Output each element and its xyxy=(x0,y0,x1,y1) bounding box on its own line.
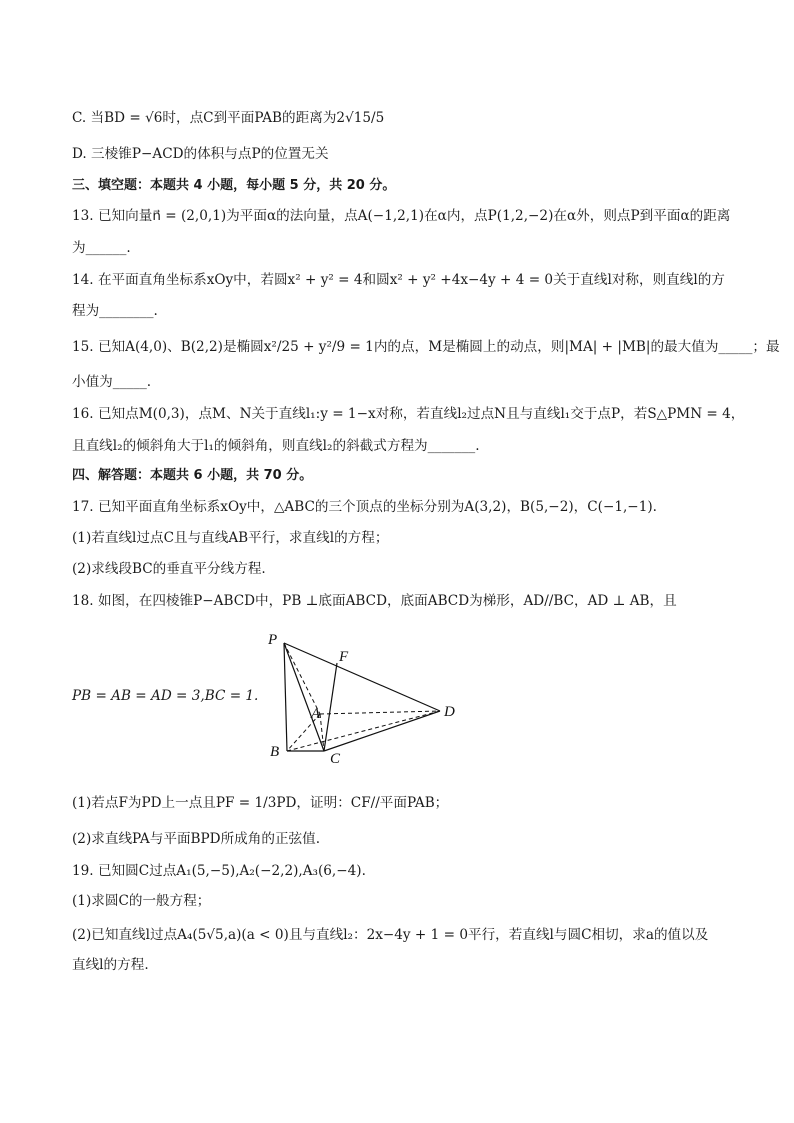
q18-stem: 18. 如图，在四棱锥P−ABCD中，PB ⊥底面ABCD，底面ABCD为梯形，AD//BC，AD ⊥ AB，且 xyxy=(72,593,677,609)
q13-line1: 13. 已知向量n⃗ = (2,0,1)为平面α的法向量，点A(−1,2,1)在α内，点P(1,2,−2)在α外，则点P到平面α的距离 xyxy=(72,208,731,224)
q17-part2: (2)求线段BC的垂直平分线方程. xyxy=(72,561,266,577)
q13-line2: 为______. xyxy=(72,240,131,256)
q19-part2-line1: (2)已知直线l过点A₄(5√5,a)(a < 0)且与直线l₂：2x−4y + 1 = 0平行，若直线l与圆C相切，求a的值以及 xyxy=(72,927,709,943)
segment-cf xyxy=(324,663,337,751)
edge-ad-hidden xyxy=(320,711,440,714)
q18-given: PB = AB = AD = 3,BC = 1. xyxy=(72,688,259,704)
pyramid-figure xyxy=(262,630,462,765)
section-fill-in-title: 三、填空题：本题共 4 小题，每小题 5 分，共 20 分。 xyxy=(72,178,396,193)
section-answer-title: 四、解答题：本题共 6 小题，共 70 分。 xyxy=(72,468,313,483)
label-a: A xyxy=(311,706,321,722)
q18-part1: (1)若点F为PD上一点且PF = 1/3PD，证明：CF//平面PAB； xyxy=(72,795,449,811)
q19-stem: 19. 已知圆C过点A₁(5,−5),A₂(−2,2),A₃(6,−4). xyxy=(72,863,366,879)
label-c: C xyxy=(330,751,341,765)
q17-part1: (1)若直线l过点C且与直线AB平行，求直线l的方程； xyxy=(72,530,389,546)
q15-line2: 小值为_____. xyxy=(72,374,152,390)
q19-part2-line2: 直线l的方程. xyxy=(72,957,149,973)
q18-part2: (2)求直线PA与平面BPD所成角的正弦值. xyxy=(72,831,321,847)
option-c: C. 当BD = √6时，点C到平面PAB的距离为2√15/5 xyxy=(72,110,385,126)
edge-pa-hidden xyxy=(284,643,320,714)
q16-line2: 且直线l₂的倾斜角大于l₁的倾斜角，则直线l₂的斜截式方程为_______. xyxy=(72,438,480,454)
label-f: F xyxy=(339,649,349,665)
option-d: D. 三棱锥P−ACD的体积与点P的位置无关 xyxy=(72,146,329,162)
label-p: P xyxy=(268,632,278,648)
q19-part1: (1)求圆C的一般方程； xyxy=(72,893,211,909)
edge-pc xyxy=(284,643,324,751)
label-d: D xyxy=(444,704,455,720)
edge-bd-hidden xyxy=(287,711,440,751)
edge-cd xyxy=(324,711,440,751)
q15-line1: 15. 已知A(4,0)、B(2,2)是椭圆x²/25 + y²/9 = 1内的点，M是椭圆上的动点，则|MA| + |MB|的最大值为_____；最 xyxy=(72,339,780,355)
edge-pb xyxy=(284,643,287,751)
q16-line1: 16. 已知点M(0,3)，点M、N关于直线l₁:y = 1−x对称，若直线l₂过点N且与直线l₁交于点P，若S△PMN = 4， xyxy=(72,406,745,422)
q14-line2: 程为________. xyxy=(72,303,158,319)
q14-line1: 14. 在平面直角坐标系xOy中，若圆x² + y² = 4和圆x² + y² +4x−4y + 4 = 0关于直线l对称，则直线l的方 xyxy=(72,272,725,288)
q17-stem: 17. 已知平面直角坐标系xOy中，△ABC的三个顶点的坐标分别为A(3,2)，B(5,−2)，C(−1,−1). xyxy=(72,499,657,515)
edge-pd xyxy=(284,643,440,711)
label-b: B xyxy=(270,744,280,760)
